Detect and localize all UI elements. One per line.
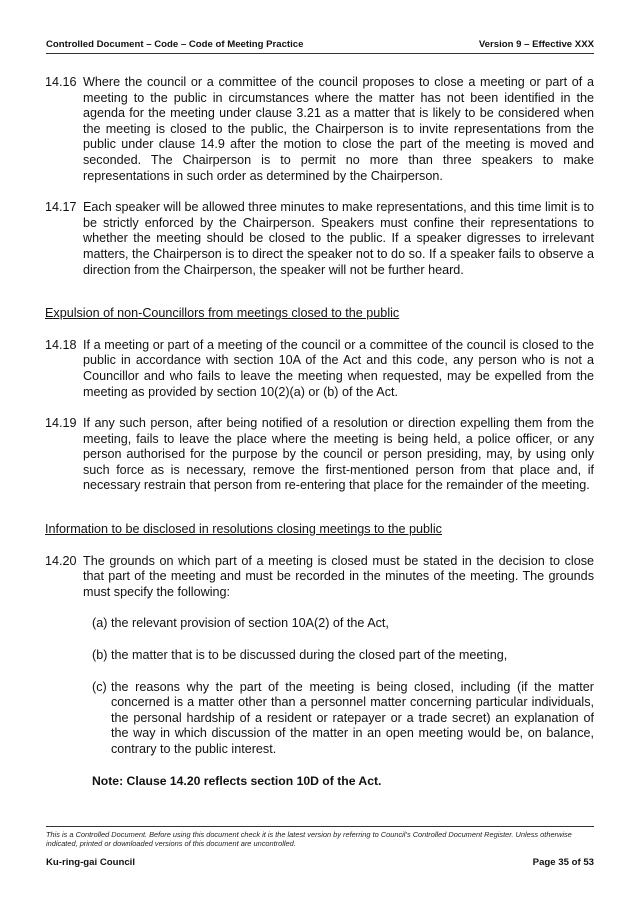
subitem-text: the relevant provision of section 10A(2) of the Act, (111, 616, 389, 631)
footer-row (46, 857, 594, 868)
section-heading-expulsion: Expulsion of non-Councillors from meetings closed to the public (45, 306, 400, 321)
clause-14-17 (45, 200, 594, 278)
subitem-b (92, 648, 594, 664)
clause-text: If a meeting or part of a meeting of the council or a committee of the council is closed to the public in accordance with section 10A of the Act and this code, any person who is not a Councillor and who fails to leave the meeting when requested, may be expelled from the meeting as provided by section 10(2)(a) or (b) of the Act. (83, 337, 594, 399)
subitem-text: the matter that is to be discussed during the closed part of the meeting, (111, 648, 508, 663)
clause-number: 14.18 (45, 337, 77, 352)
clause-number: 14.16 (45, 75, 77, 89)
page-number: Page 35 of 53 (532, 856, 594, 868)
clause-number: 14.20 (45, 553, 77, 568)
clause-note: Note: Clause 14.20 reflects section 10D of the Act. (92, 773, 382, 788)
section-heading-disclosure: Information to be disclosed in resolutions closing meetings to the public (45, 522, 442, 537)
subitem-label: (b) (92, 648, 108, 663)
clause-14-19 (45, 416, 594, 494)
header-version: Version 9 – Effective XXX (478, 39, 594, 50)
clause-14-18 (45, 338, 594, 400)
clause-14-16 (45, 75, 594, 184)
document-body (45, 75, 594, 788)
subitem-text: the reasons why the part of the meeting is being closed, including (if the matter concerned is a matter other than a personnel matter concerning particular individuals, the personal hardship of a resident or ratepayer or a trade secret) an explanation of the way in which discussion of the matter in an open meeting would be, on balance, contrary to the public interest. (111, 679, 594, 756)
controlled-document-disclaimer: This is a Controlled Document. Before using this document check it is the latest version by referring to Council’s Controlled Document Register. Unless otherwise indicated, printed or downloaded versions of this document are uncontrolled. (46, 830, 572, 849)
clause-text: Each speaker will be allowed three minutes to make representations, and this time limit is to be strictly enforced by the Chairperson. Speakers must confine their representations to whether the meeting should be closed to the public. If a speaker digresses to irrelevant matters, the Chairperson is to direct the speaker not to do so. If a speaker fails to observe a direction from the Chairperson, the speaker will not be further heard. (83, 200, 594, 277)
subitem-label: (a) (92, 616, 108, 631)
subitem-a (92, 616, 594, 632)
subitem-label: (c) (92, 679, 107, 694)
page-header (46, 39, 594, 54)
clause-text: The grounds on which part of a meeting is closed must be stated in the decision to close that part of the meeting and must be recorded in the minutes of the meeting. The grounds must specify the following: (83, 553, 594, 599)
clause-number: 14.17 (45, 200, 77, 215)
footer-organisation: Ku-ring-gai Council (46, 856, 135, 868)
clause-text: Where the council or a committee of the council proposes to close a meeting or part of a meeting to the public in circumstances where the matter has not been identified in the agenda for the meeting under clause 3.21 as a matter that is likely to be considered when the meeting is closed to the public, the Chairperson is to invite representations from the public under clause 14.9 after the motion to close the part of the meeting is moved and seconded. The Chairperson is to permit no more than three speakers to make representations in such order as determined by the Chairperson. (83, 75, 594, 183)
subitem-c (92, 680, 594, 758)
clause-text: If any such person, after being notified of a resolution or direction expelling them from the meeting, fails to leave the place where the meeting is being held, a police officer, or any person authorised for the purpose by the council or person presiding, may, by using only such force as is necessary, remove the first-mentioned person from that place and, if necessary restrain that person from re-entering that place for the remainder of the meeting. (83, 416, 594, 493)
header-document-title: Controlled Document – Code – Code of Meeting Practice (46, 39, 304, 50)
page-footer (46, 826, 594, 868)
clause-number: 14.19 (45, 416, 77, 431)
clause-14-20 (45, 554, 594, 601)
